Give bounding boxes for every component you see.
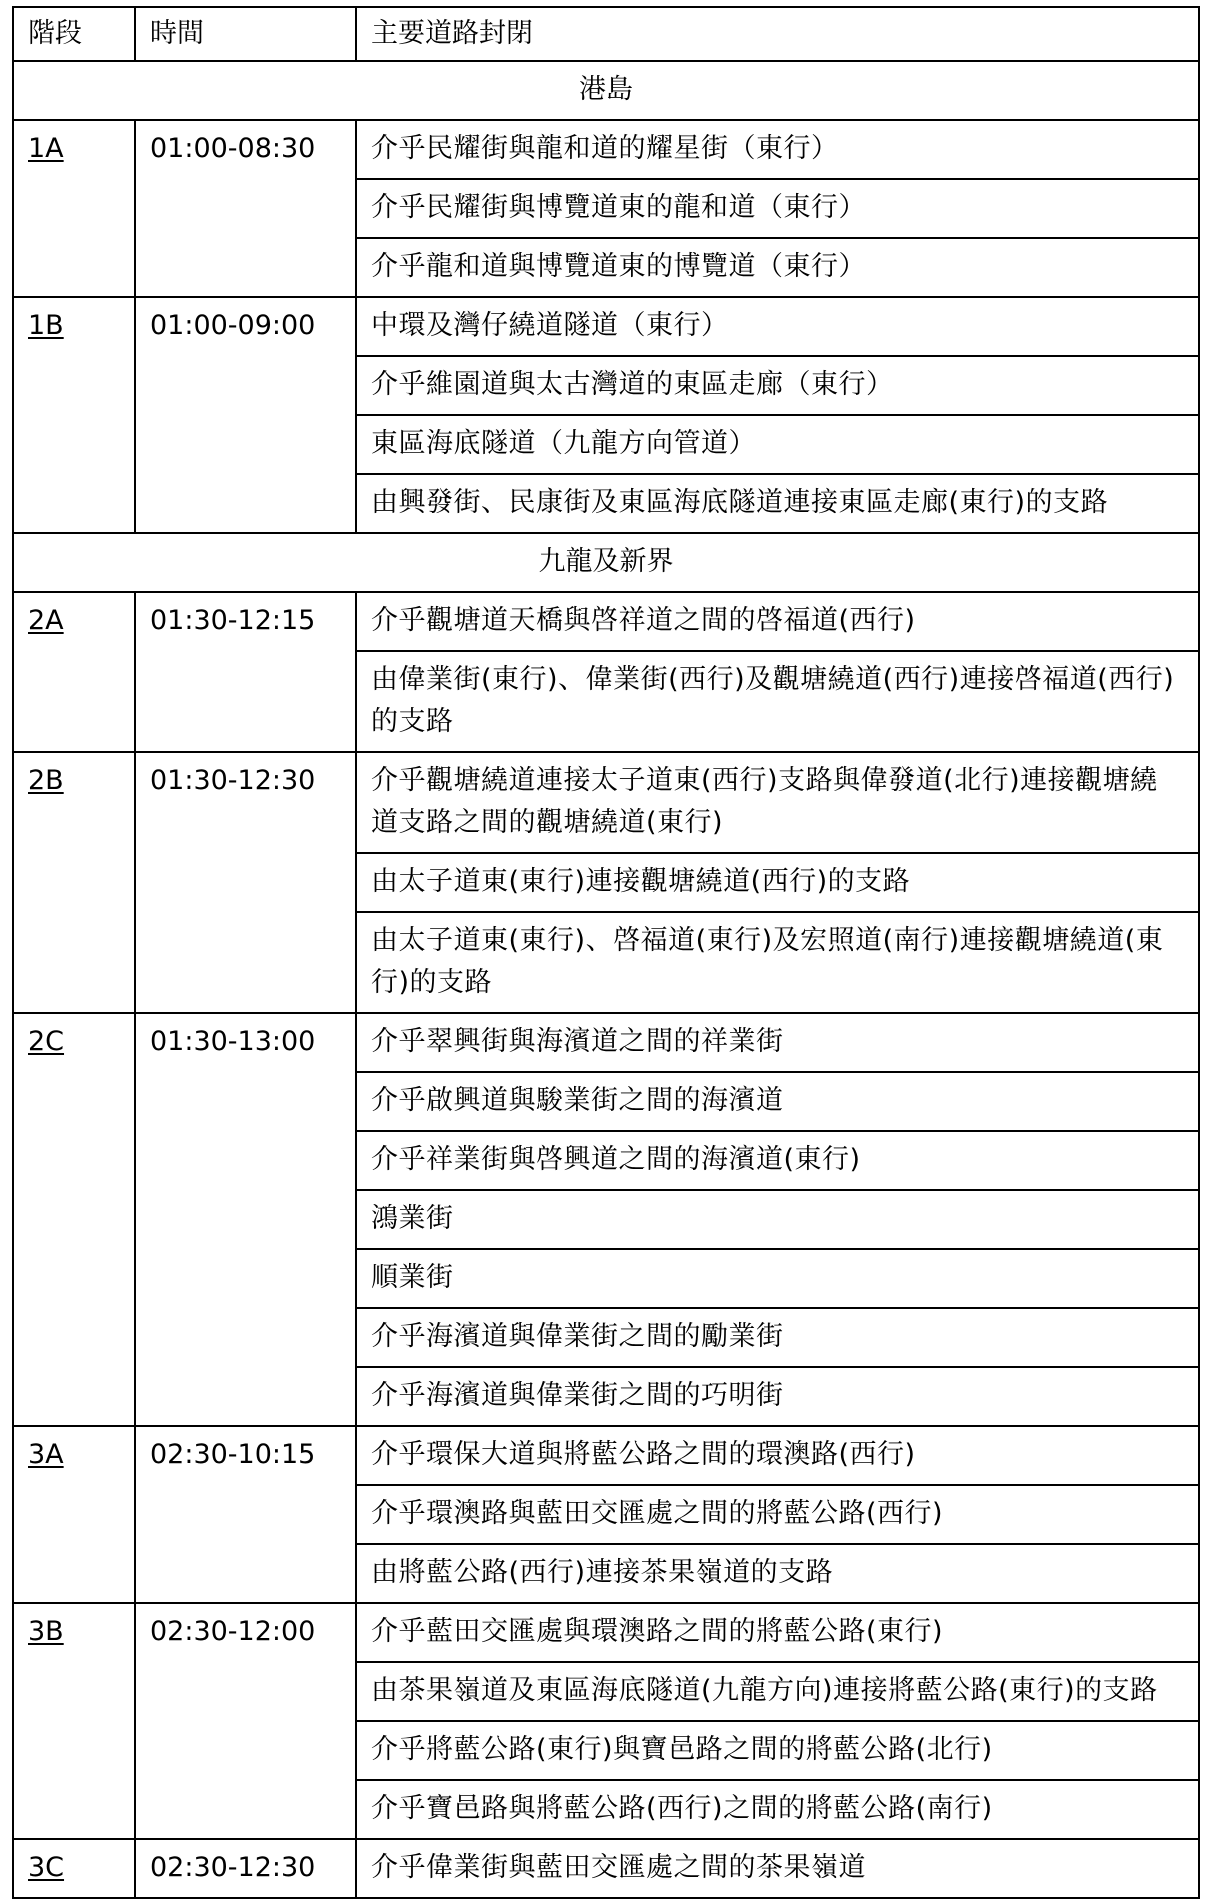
header-road-closures: 主要道路封閉 bbox=[356, 7, 1199, 61]
section-row bbox=[13, 61, 1199, 120]
stage-cell bbox=[13, 1013, 135, 1426]
table-row bbox=[13, 1426, 1199, 1485]
stage-link[interactable]: 2B bbox=[28, 765, 64, 796]
road-closure-cell: 東區海底隧道（九龍方向管道） bbox=[356, 415, 1199, 474]
road-closure-cell: 介乎偉業街與藍田交匯處之間的茶果嶺道 bbox=[356, 1839, 1199, 1898]
time-cell: 01:30-13:00 bbox=[135, 1013, 356, 1426]
road-closure-cell: 介乎海濱道與偉業街之間的勵業街 bbox=[356, 1308, 1199, 1367]
road-closure-cell: 介乎將藍公路(東行)與寶邑路之間的將藍公路(北行) bbox=[356, 1721, 1199, 1780]
stage-link[interactable]: 2C bbox=[28, 1026, 65, 1057]
table-row bbox=[13, 1013, 1199, 1072]
table-row bbox=[13, 592, 1199, 651]
road-closure-cell: 由偉業街(東行)、偉業街(西行)及觀塘繞道(西行)連接啓福道(西行)的支路 bbox=[356, 651, 1199, 752]
stage-link[interactable]: 3B bbox=[28, 1616, 64, 1647]
time-cell: 01:00-09:00 bbox=[135, 297, 356, 533]
stage-link[interactable]: 3A bbox=[28, 1439, 64, 1470]
stage-cell bbox=[13, 1426, 135, 1603]
road-closure-table bbox=[12, 6, 1200, 1899]
stage-cell bbox=[13, 1839, 135, 1898]
road-closure-cell: 由興發街、民康街及東區海底隧道連接東區走廊(東行)的支路 bbox=[356, 474, 1199, 533]
road-closure-cell: 鴻業街 bbox=[356, 1190, 1199, 1249]
stage-cell bbox=[13, 1603, 135, 1839]
road-closure-cell: 介乎觀塘繞道連接太子道東(西行)支路與偉發道(北行)連接觀塘繞道支路之間的觀塘繞道(東行) bbox=[356, 752, 1199, 853]
time-cell: 02:30-12:00 bbox=[135, 1603, 356, 1839]
road-closure-cell: 介乎啟興道與駿業街之間的海濱道 bbox=[356, 1072, 1199, 1131]
road-closure-cell: 由太子道東(東行)連接觀塘繞道(西行)的支路 bbox=[356, 853, 1199, 912]
stage-link[interactable]: 1A bbox=[28, 133, 64, 164]
header-row bbox=[13, 7, 1199, 61]
stage-link[interactable]: 3C bbox=[28, 1852, 65, 1883]
time-cell: 02:30-12:30 bbox=[135, 1839, 356, 1898]
section-title: 九龍及新界 bbox=[13, 533, 1199, 592]
time-cell: 01:00-08:30 bbox=[135, 120, 356, 297]
section-row bbox=[13, 533, 1199, 592]
stage-cell bbox=[13, 120, 135, 297]
stage-link[interactable]: 2A bbox=[28, 605, 64, 636]
road-closure-cell: 由茶果嶺道及東區海底隧道(九龍方向)連接將藍公路(東行)的支路 bbox=[356, 1662, 1199, 1721]
road-closure-cell: 介乎環澳路與藍田交匯處之間的將藍公路(西行) bbox=[356, 1485, 1199, 1544]
table-row bbox=[13, 297, 1199, 356]
road-closure-cell: 介乎龍和道與博覽道東的博覽道（東行） bbox=[356, 238, 1199, 297]
stage-link[interactable]: 1B bbox=[28, 310, 64, 341]
road-closure-cell: 介乎環保大道與將藍公路之間的環澳路(西行) bbox=[356, 1426, 1199, 1485]
road-closure-cell: 順業街 bbox=[356, 1249, 1199, 1308]
road-closure-cell: 介乎觀塘道天橋與啓祥道之間的啓福道(西行) bbox=[356, 592, 1199, 651]
road-closure-cell: 由將藍公路(西行)連接茶果嶺道的支路 bbox=[356, 1544, 1199, 1603]
road-closure-cell: 介乎維園道與太古灣道的東區走廊（東行） bbox=[356, 356, 1199, 415]
stage-cell bbox=[13, 752, 135, 1013]
time-cell: 01:30-12:15 bbox=[135, 592, 356, 752]
road-closure-cell: 介乎民耀街與龍和道的耀星街（東行） bbox=[356, 120, 1199, 179]
table-row bbox=[13, 1839, 1199, 1898]
table-row bbox=[13, 120, 1199, 179]
table-row bbox=[13, 752, 1199, 853]
road-closure-cell: 介乎民耀街與博覽道東的龍和道（東行） bbox=[356, 179, 1199, 238]
road-closure-cell: 介乎祥業街與啓興道之間的海濱道(東行) bbox=[356, 1131, 1199, 1190]
time-cell: 01:30-12:30 bbox=[135, 752, 356, 1013]
road-closure-cell: 中環及灣仔繞道隧道（東行） bbox=[356, 297, 1199, 356]
road-closure-cell: 介乎寶邑路與將藍公路(西行)之間的將藍公路(南行) bbox=[356, 1780, 1199, 1839]
road-closure-cell: 介乎翠興街與海濱道之間的祥業街 bbox=[356, 1013, 1199, 1072]
header-stage: 階段 bbox=[13, 7, 135, 61]
stage-cell bbox=[13, 592, 135, 752]
table-body bbox=[13, 61, 1199, 1898]
table-row bbox=[13, 1603, 1199, 1662]
stage-cell bbox=[13, 297, 135, 533]
road-closure-cell: 由太子道東(東行)、啓福道(東行)及宏照道(南行)連接觀塘繞道(東行)的支路 bbox=[356, 912, 1199, 1013]
road-closure-cell: 介乎藍田交匯處與環澳路之間的將藍公路(東行) bbox=[356, 1603, 1199, 1662]
section-title: 港島 bbox=[13, 61, 1199, 120]
road-closure-cell: 介乎海濱道與偉業街之間的巧明街 bbox=[356, 1367, 1199, 1426]
header-time: 時間 bbox=[135, 7, 356, 61]
time-cell: 02:30-10:15 bbox=[135, 1426, 356, 1603]
